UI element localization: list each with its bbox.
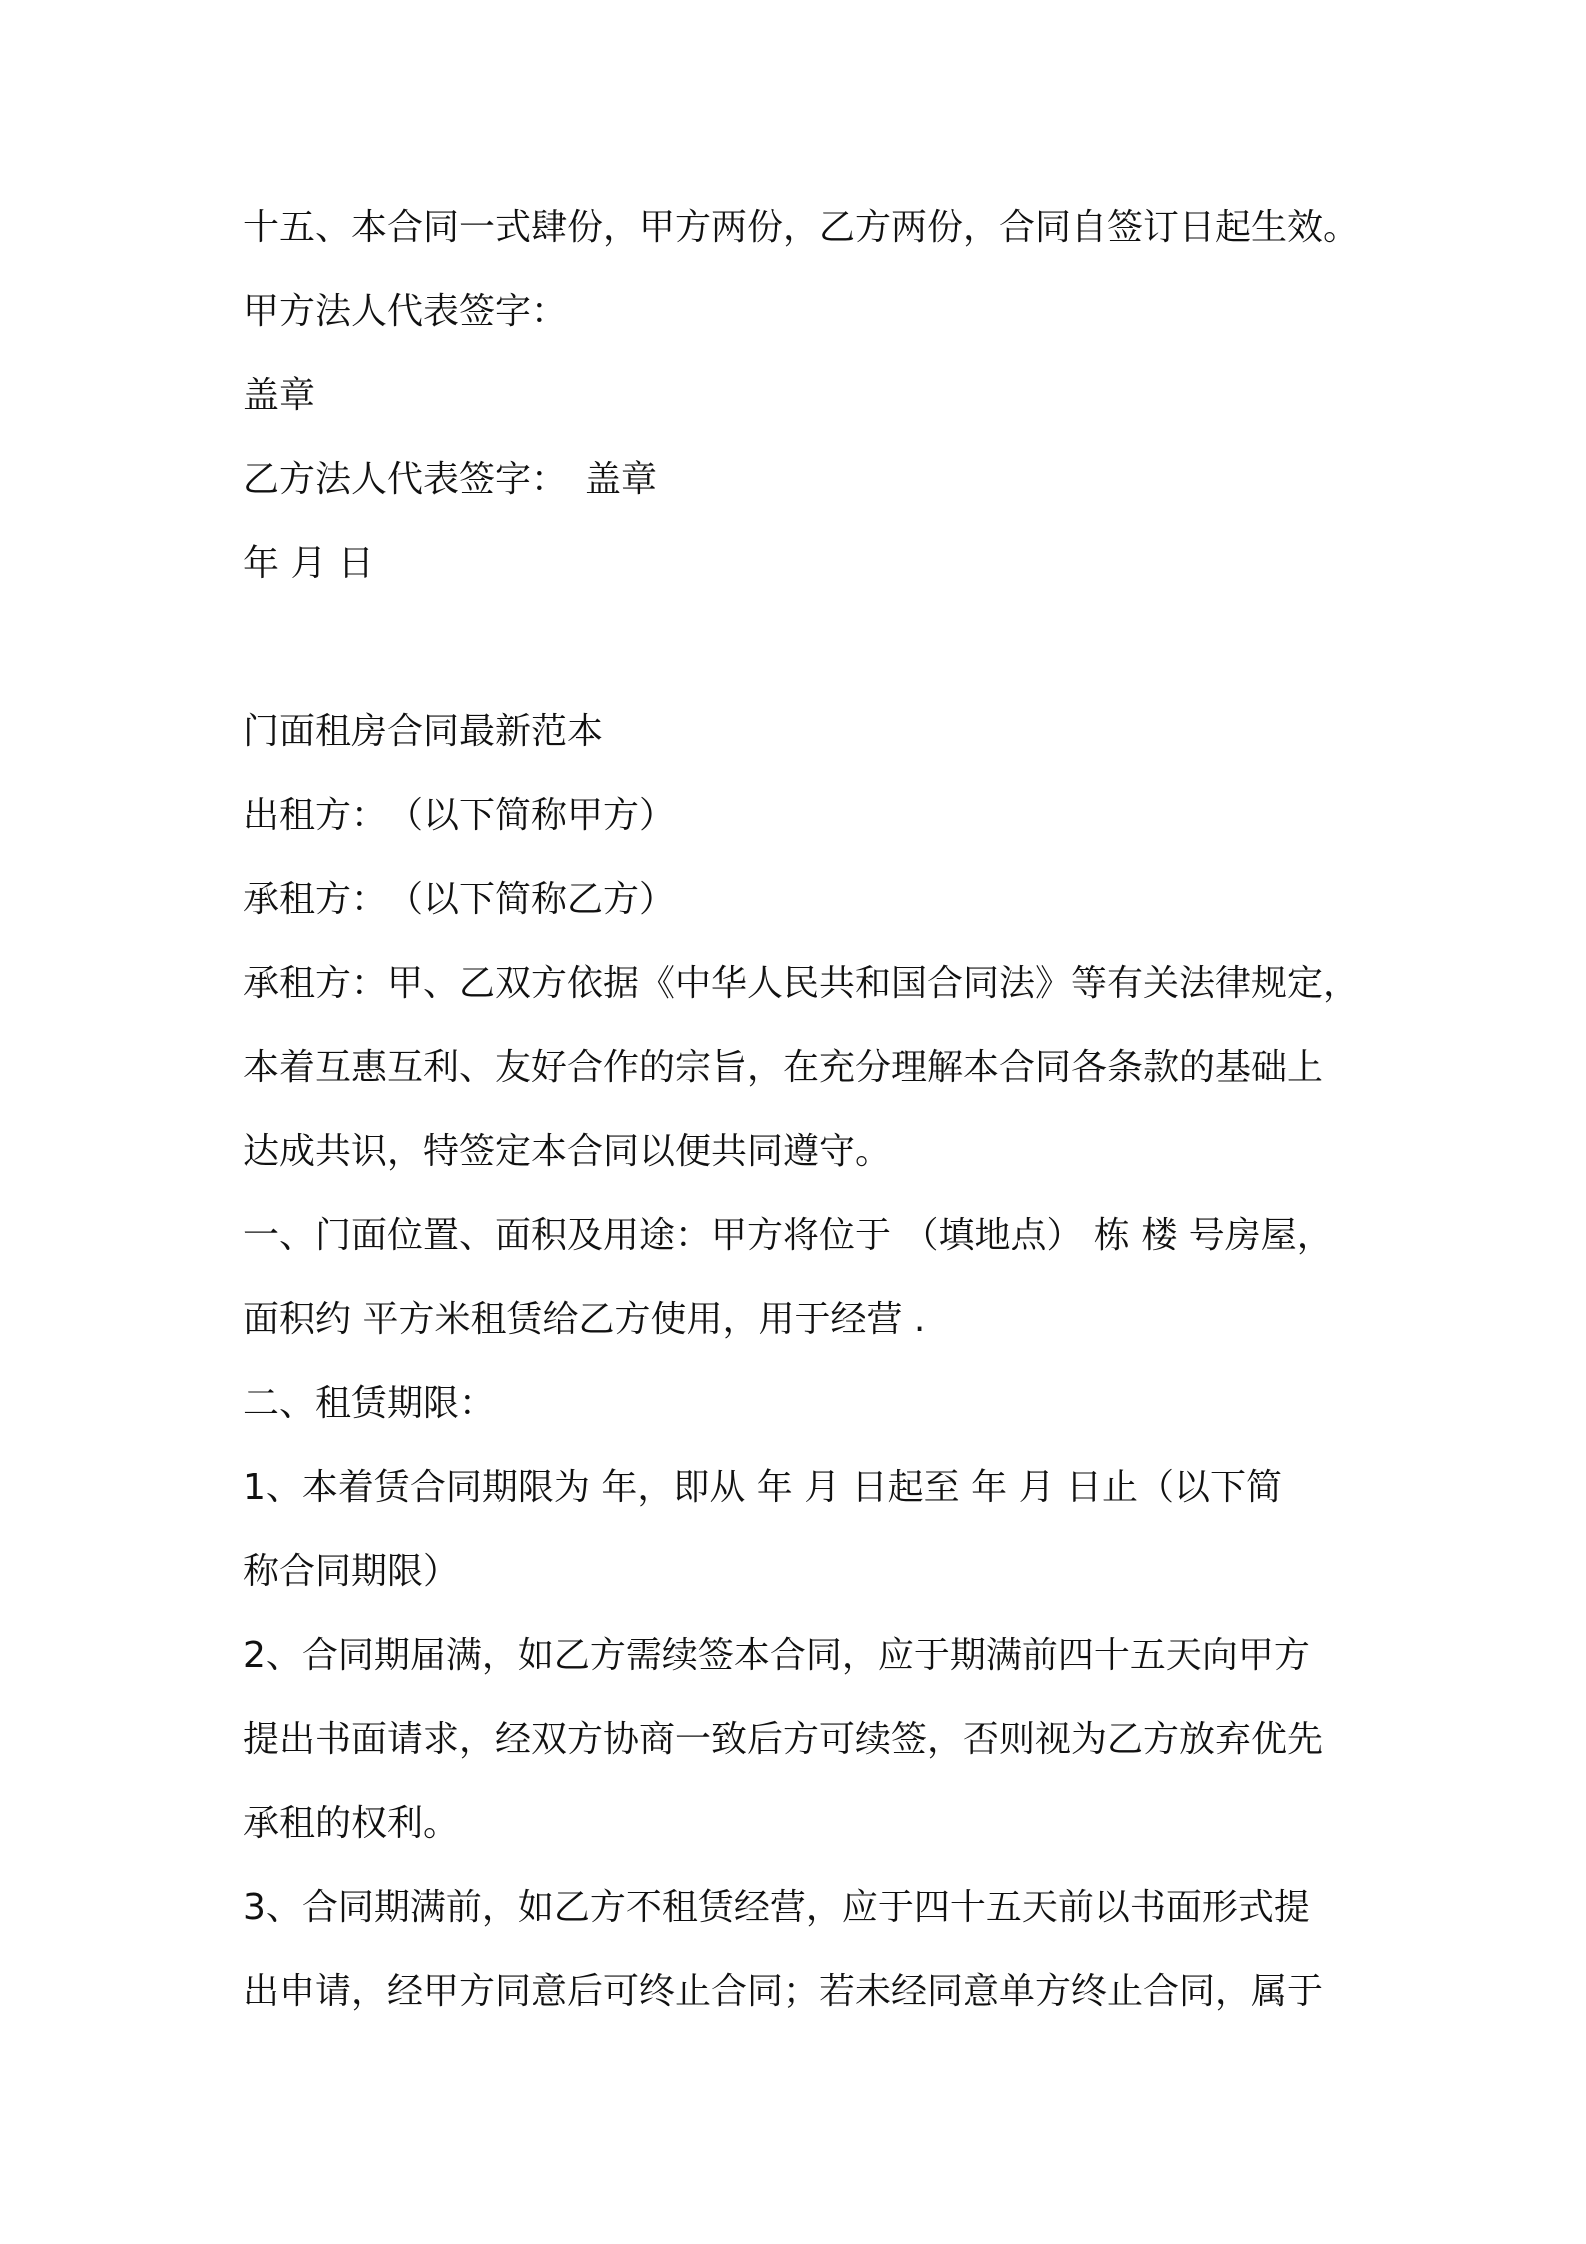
lessee-line: 承租方： （以下简称乙方） <box>243 879 676 920</box>
article-2-item-1-line: 称合同期限） <box>243 1551 460 1592</box>
party-a-signature-label: 甲方法人代表签字： <box>243 291 568 332</box>
clause-15: 十五、本合同一式肆份，甲方两份，乙方两份，合同自签订日起生效。 <box>243 207 1360 248</box>
article-2-item-2-line: 2、合同期届满，如乙方需续签本合同，应于期满前四十五天向甲方 <box>243 1635 1310 1676</box>
party-a-seal-label: 盖章 <box>243 375 316 416</box>
lessor-line: 出租方： （以下简称甲方） <box>243 795 676 836</box>
article-1-line: 面积约 平方米租赁给乙方使用，用于经营 . <box>243 1299 926 1340</box>
preamble-line: 承租方：甲、乙双方依据《中华人民共和国合同法》等有关法律规定， <box>243 963 1360 1004</box>
preamble-line: 本着互惠互利、友好合作的宗旨，在充分理解本合同各条款的基础上 <box>243 1047 1324 1088</box>
article-2-item-2-line: 承租的权利。 <box>243 1803 460 1844</box>
article-2-item-3-line: 3、合同期满前，如乙方不租赁经营，应于四十五天前以书面形式提 <box>243 1887 1310 1928</box>
article-2-heading: 二、租赁期限： <box>243 1383 496 1424</box>
preamble-line: 达成共识，特签定本合同以便共同遵守。 <box>243 1131 892 1172</box>
party-b-signature-label: 乙方法人代表签字： 盖章 <box>243 459 658 500</box>
contract-title: 门面租房合同最新范本 <box>243 711 604 752</box>
article-2-item-2-line: 提出书面请求，经双方协商一致后方可续签，否则视为乙方放弃优先 <box>243 1719 1324 1760</box>
date-line: 年 月 日 <box>243 543 374 584</box>
article-2-item-1-line: 1、本着赁合同期限为 年，即从 年 月 日起至 年 月 日止（以下简 <box>243 1467 1283 1508</box>
article-2-item-3-line: 出申请，经甲方同意后可终止合同；若未经同意单方终止合同，属于 <box>243 1971 1324 2012</box>
article-1-line: 一、门面位置、面积及用途：甲方将位于 （填地点） 栋 楼 号房屋， <box>243 1215 1333 1256</box>
